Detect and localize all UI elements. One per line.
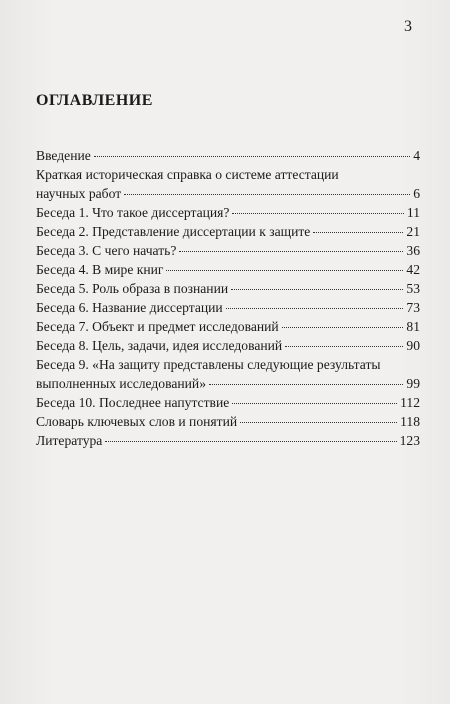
toc-entry [36, 412, 420, 431]
toc-entry-page: 53 [406, 281, 420, 296]
toc-entry-title: Беседа 1. Что такое диссертация? [36, 205, 230, 220]
toc-entry-page: 36 [406, 243, 420, 258]
dot-leader [105, 441, 396, 442]
toc-entry-page: 81 [406, 319, 420, 334]
dot-leader [94, 156, 410, 157]
toc-entry-line [36, 298, 420, 317]
toc-entry [36, 298, 420, 317]
toc-entry-page: 123 [399, 433, 420, 448]
toc-entry [36, 146, 420, 165]
toc-entry-line [36, 374, 420, 393]
dot-leader [313, 232, 403, 233]
dot-leader [231, 289, 403, 290]
toc-entry-page: 6 [413, 186, 420, 201]
toc-entry-line [36, 336, 420, 355]
toc-entry-page: 42 [406, 262, 420, 277]
toc-entry-page: 11 [406, 205, 420, 220]
toc-entry [36, 203, 420, 222]
toc-entry-line [36, 431, 420, 450]
toc-entry-title-line: Беседа 9. «На защиту представлены следующие результаты [36, 357, 381, 372]
toc-entry-line [36, 279, 420, 298]
toc-entry-title: научных работ [36, 186, 122, 201]
toc-entry-line [36, 146, 420, 165]
dot-leader [166, 270, 403, 271]
toc-entry-line [36, 222, 420, 241]
toc-entry-title: Беседа 3. С чего начать? [36, 243, 177, 258]
dot-leader [232, 403, 397, 404]
toc-entry-title: Беседа 2. Представление диссертации к защите [36, 224, 311, 239]
toc-entry-page: 90 [406, 338, 420, 353]
toc-entry [36, 165, 420, 203]
toc-entry-title: Беседа 4. В мире книг [36, 262, 164, 277]
toc-entry-title: Беседа 5. Роль образа в познании [36, 281, 229, 296]
toc-entry-page: 118 [400, 414, 420, 429]
toc-entry [36, 317, 420, 336]
toc-entry-title: выполненных исследований» [36, 376, 207, 391]
toc-entry [36, 260, 420, 279]
toc-entry-title: Беседа 6. Название диссертации [36, 300, 223, 315]
toc-entry [36, 279, 420, 298]
dot-leader [232, 213, 403, 214]
dot-leader [240, 422, 397, 423]
toc-title: ОГЛАВЛЕНИЕ [36, 92, 153, 109]
toc-entry-page: 73 [406, 300, 420, 315]
dot-leader [209, 384, 403, 385]
dot-leader [226, 308, 404, 309]
toc-entry [36, 336, 420, 355]
toc-entry-line [36, 184, 420, 203]
toc-entry-line [36, 317, 420, 336]
toc-entry-page: 112 [400, 395, 420, 410]
toc-entry-line [36, 203, 420, 222]
toc-entry-line [36, 241, 420, 260]
toc-entry-page: 4 [413, 148, 420, 163]
dot-leader [285, 346, 403, 347]
toc-entry [36, 431, 420, 450]
toc-entry-title: Литература [36, 433, 103, 448]
toc-entry-page: 21 [406, 224, 420, 239]
table-of-contents [36, 146, 420, 450]
toc-entry-line [36, 393, 420, 412]
dot-leader [179, 251, 403, 252]
toc-entry [36, 393, 420, 412]
toc-entry-title: Беседа 7. Объект и предмет исследований [36, 319, 279, 334]
toc-entry-title: Беседа 10. Последнее напутствие [36, 395, 230, 410]
toc-entry-title: Словарь ключевых слов и понятий [36, 414, 238, 429]
toc-entry-page: 99 [406, 376, 420, 391]
toc-entry-title-line: Краткая историческая справка о системе аттестации [36, 167, 339, 182]
toc-entry-line [36, 260, 420, 279]
toc-entry [36, 222, 420, 241]
toc-entry [36, 355, 420, 393]
toc-entry-line [36, 412, 420, 431]
dot-leader [124, 194, 410, 195]
page-number: 3 [404, 18, 412, 35]
toc-entry-title: Введение [36, 148, 91, 163]
toc-entry-title: Беседа 8. Цель, задачи, идея исследований [36, 338, 283, 353]
dot-leader [282, 327, 404, 328]
toc-entry [36, 241, 420, 260]
